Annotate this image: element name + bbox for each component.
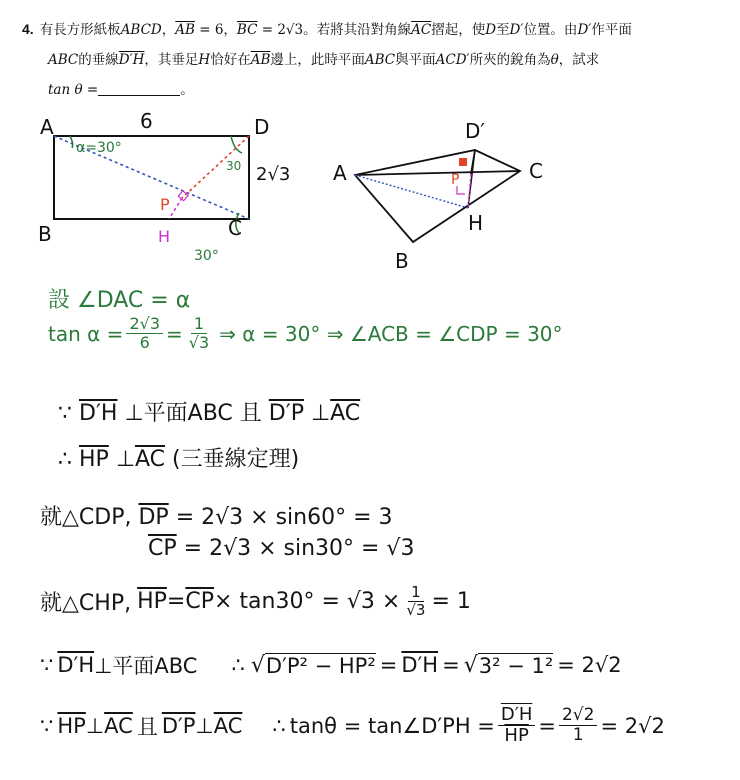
segment: $\overline{HP}$ bbox=[79, 447, 109, 472]
denominator: √3 bbox=[406, 600, 426, 619]
text: 至 bbox=[496, 22, 510, 38]
segment: $\overline{DP}$ bbox=[138, 505, 169, 530]
segment: D′P bbox=[161, 713, 196, 738]
text: 就△CDP, bbox=[40, 505, 132, 530]
plane-acd: ACD′ bbox=[435, 52, 470, 68]
text: = 2√2 bbox=[557, 653, 622, 677]
fraction bbox=[403, 585, 428, 618]
solution-cp bbox=[148, 536, 414, 561]
solution-perp-1 bbox=[58, 396, 360, 427]
numerator: D′H bbox=[498, 706, 535, 726]
segment-bc: $\overline{BC}$ bbox=[236, 22, 258, 38]
point-dprime: D′ bbox=[577, 22, 592, 38]
because-symbol: ∵ bbox=[40, 653, 54, 677]
text: = 2√2 bbox=[600, 713, 665, 738]
problem-number: 4. bbox=[22, 21, 34, 37]
plane-abc: ABC bbox=[364, 52, 396, 68]
segment: D′H bbox=[401, 653, 439, 677]
tan-theta: tan θ = bbox=[48, 82, 99, 98]
segment-ab: $\overline{AB}$ bbox=[175, 22, 195, 38]
fraction bbox=[186, 316, 212, 351]
rect-name: ABCD bbox=[120, 22, 162, 38]
label-c: C bbox=[228, 216, 242, 240]
segment: $\overline{AC}$ bbox=[213, 713, 243, 738]
numerator: 1 bbox=[191, 316, 207, 334]
solution-triangle-chp bbox=[40, 585, 471, 618]
label-right-side: 2√3 bbox=[256, 164, 291, 185]
plane-abc: ABC bbox=[48, 52, 79, 68]
text: 有長方形紙板 bbox=[39, 22, 121, 38]
text: ，其垂足 bbox=[144, 52, 199, 68]
numerator: 2√3 bbox=[126, 316, 163, 334]
denominator: 6 bbox=[139, 332, 150, 352]
label-h: H bbox=[468, 211, 484, 235]
answer-blank bbox=[98, 81, 180, 96]
solution-tan-alpha bbox=[48, 316, 563, 351]
problem-statement bbox=[22, 14, 722, 105]
solution-triangle-cdp bbox=[40, 500, 393, 531]
radicand: D′P² − HP² bbox=[265, 653, 376, 678]
text: ⊥平面ABC 且 bbox=[124, 401, 262, 426]
segment: $\overline{AC}$ bbox=[330, 401, 361, 426]
segment: D′H bbox=[57, 653, 95, 677]
numerator: 2√2 bbox=[559, 707, 597, 726]
segment: $\overline{CP}$ bbox=[185, 589, 214, 615]
text: ，試求 bbox=[558, 52, 600, 68]
fraction bbox=[126, 316, 163, 351]
fraction bbox=[498, 706, 535, 746]
segment: $\overline{HP}$ bbox=[57, 713, 86, 738]
text: = 2√3 × sin30° = √3 bbox=[183, 536, 415, 561]
label-a: A bbox=[40, 115, 54, 139]
point-h: H bbox=[198, 52, 211, 68]
text: ⊥ bbox=[195, 713, 214, 738]
text: = bbox=[166, 589, 186, 615]
denominator: 1 bbox=[572, 724, 584, 745]
label-c: C bbox=[529, 159, 543, 183]
denominator: √3 bbox=[188, 332, 210, 352]
text: tan α = bbox=[48, 321, 124, 346]
theta: θ bbox=[550, 52, 559, 68]
text: = bbox=[379, 653, 398, 677]
edge-ac bbox=[355, 171, 520, 175]
text: ， bbox=[161, 22, 176, 38]
text: 邊上，此時平面 bbox=[270, 52, 365, 68]
quad-abc-outline bbox=[355, 150, 520, 242]
numerator: 1 bbox=[408, 585, 424, 602]
text: ⊥平面ABC bbox=[94, 654, 198, 678]
label-p: P bbox=[160, 195, 170, 214]
text: = 2√3 × sin60° = 3 bbox=[175, 505, 393, 530]
text: 與平面 bbox=[395, 52, 436, 68]
problem-line-3 bbox=[22, 75, 722, 105]
problem-line-2 bbox=[22, 45, 722, 75]
text: 就△CHP, bbox=[40, 591, 132, 617]
text: 摺起，使 bbox=[431, 22, 486, 38]
text: 作平面 bbox=[591, 22, 632, 38]
text: 的垂線 bbox=[78, 52, 119, 68]
text: ⊥ bbox=[310, 401, 331, 426]
segment-ac: $\overline{AC}$ bbox=[411, 22, 432, 38]
segment: $\overline{AC}$ bbox=[134, 447, 166, 472]
label-alpha: α=30° bbox=[76, 140, 122, 156]
text: = bbox=[538, 713, 556, 738]
solution-final bbox=[40, 706, 665, 746]
solution-pythagoras bbox=[40, 650, 622, 680]
text: 所夾的銳角為 bbox=[469, 52, 551, 68]
segment-ab: $\overline{AB}$ bbox=[250, 52, 271, 68]
angle-alpha-arc bbox=[70, 136, 73, 148]
label-angle-c: 30° bbox=[194, 248, 219, 264]
label-d: D bbox=[254, 115, 270, 139]
text: 且 bbox=[136, 714, 158, 739]
text: 位置。由 bbox=[523, 22, 578, 38]
text: 恰好在 bbox=[210, 52, 251, 68]
text: ⊥ bbox=[115, 447, 135, 472]
value-bc: = 2√3 bbox=[257, 22, 304, 38]
problem-line-1 bbox=[22, 14, 722, 45]
segment-ph bbox=[169, 198, 182, 219]
text: ⊥ bbox=[85, 713, 105, 738]
text: ， bbox=[223, 22, 237, 38]
text: = bbox=[442, 653, 460, 677]
label-angle-d: 30 bbox=[226, 159, 242, 173]
sqrt-icon: √ bbox=[463, 652, 478, 678]
segment: $\overline{AC}$ bbox=[104, 713, 133, 738]
label-dprime: D′ bbox=[465, 119, 485, 143]
text: 。若將其沿對角線 bbox=[303, 22, 412, 38]
label-h: H bbox=[158, 227, 171, 246]
text: tanθ = tan∠D′PH = bbox=[289, 713, 495, 738]
point-d: D bbox=[485, 22, 497, 38]
segment: D′H bbox=[79, 401, 118, 426]
segment: $\overline{CP}$ bbox=[148, 536, 177, 561]
solution-perp-2 bbox=[58, 442, 299, 473]
figure-folded bbox=[325, 108, 565, 273]
text: = bbox=[166, 321, 183, 346]
therefore-symbol: ∴ bbox=[272, 713, 286, 738]
because-symbol: ∵ bbox=[58, 401, 72, 426]
value-ab: = 6 bbox=[194, 22, 224, 38]
text: (三垂線定理) bbox=[172, 447, 300, 472]
text: 設 ∠DAC = α bbox=[48, 288, 191, 313]
label-b: B bbox=[395, 249, 409, 273]
denominator: HP bbox=[504, 724, 529, 746]
because-symbol: ∵ bbox=[40, 713, 54, 738]
text: × tan30° = √3 × bbox=[213, 589, 401, 615]
right-angle-mark-dp bbox=[459, 158, 467, 166]
radicand: 3² − 1² bbox=[478, 653, 554, 678]
segment-dh: D′H bbox=[118, 52, 145, 68]
therefore-symbol: ∴ bbox=[58, 447, 72, 472]
label-b: B bbox=[38, 222, 52, 246]
text: 。 bbox=[180, 82, 194, 98]
label-a: A bbox=[333, 161, 347, 185]
therefore-symbol: ∴ bbox=[231, 653, 245, 677]
figure-rectangle bbox=[28, 108, 298, 268]
text: = 1 bbox=[431, 589, 471, 615]
label-p: P bbox=[451, 172, 460, 188]
solution-define-alpha bbox=[48, 283, 190, 314]
segment: $\overline{HP}$ bbox=[137, 589, 167, 615]
sqrt-icon: √ bbox=[250, 652, 265, 678]
text: ⇒ α = 30° ⇒ ∠ACB = ∠CDP = 30° bbox=[219, 321, 563, 346]
segment: D′P bbox=[268, 401, 304, 426]
label-top-side: 6 bbox=[140, 109, 153, 133]
point-dprime: D′ bbox=[509, 22, 524, 38]
fraction bbox=[559, 707, 597, 745]
